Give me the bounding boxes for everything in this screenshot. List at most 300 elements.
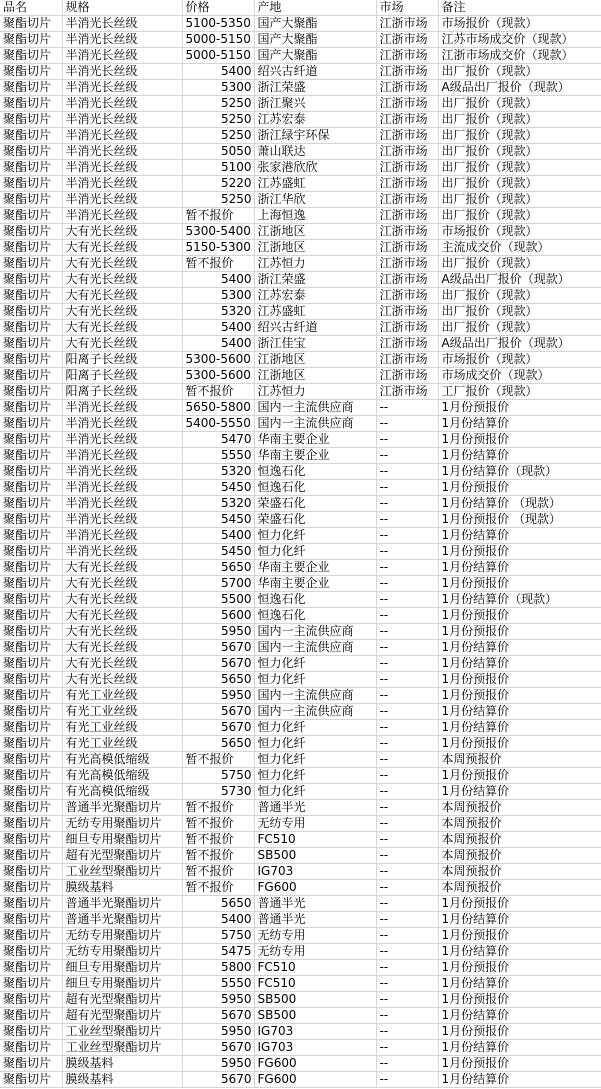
cell-name: 聚酯切片 bbox=[0, 400, 62, 416]
cell-note: 出厂报价（现款） bbox=[438, 112, 601, 128]
cell-spec: 半消光长丝级 bbox=[62, 48, 182, 64]
cell-note: 出厂报价（现款） bbox=[438, 128, 601, 144]
cell-market: -- bbox=[376, 864, 438, 880]
cell-origin: 恒力化纤 bbox=[254, 736, 376, 752]
cell-price: 5950 bbox=[182, 1024, 254, 1040]
cell-origin: 国内一主流供应商 bbox=[254, 624, 376, 640]
cell-note: A级品出厂报价（现款） bbox=[438, 336, 601, 352]
cell-name: 聚酯切片 bbox=[0, 64, 62, 80]
cell-spec: 大有光长丝级 bbox=[62, 560, 182, 576]
cell-origin: 江浙地区 bbox=[254, 352, 376, 368]
table-row bbox=[0, 928, 601, 944]
cell-spec: 大有光长丝级 bbox=[62, 672, 182, 688]
cell-origin: IG703 bbox=[254, 1040, 376, 1056]
cell-name: 聚酯切片 bbox=[0, 368, 62, 384]
cell-origin: 国产大聚酯 bbox=[254, 48, 376, 64]
cell-price: 5320 bbox=[182, 464, 254, 480]
header-spec: 规格 bbox=[62, 0, 182, 16]
cell-note: 1月份结算价（现款） bbox=[438, 464, 601, 480]
cell-name: 聚酯切片 bbox=[0, 224, 62, 240]
cell-name: 聚酯切片 bbox=[0, 336, 62, 352]
cell-market: 江浙市场 bbox=[376, 336, 438, 352]
cell-price: 5450 bbox=[182, 480, 254, 496]
cell-origin: 恒力化纤 bbox=[254, 752, 376, 768]
cell-note: 1月份预报价 bbox=[438, 400, 601, 416]
cell-note: 出厂报价（现款） bbox=[438, 192, 601, 208]
cell-name: 聚酯切片 bbox=[0, 1040, 62, 1056]
cell-price: 5650 bbox=[182, 560, 254, 576]
cell-origin: 恒力化纤 bbox=[254, 720, 376, 736]
cell-note: 江苏市场成交价（现款） bbox=[438, 32, 601, 48]
cell-spec: 超有光型聚酯切片 bbox=[62, 992, 182, 1008]
cell-spec: 半消光长丝级 bbox=[62, 176, 182, 192]
cell-spec: 半消光长丝级 bbox=[62, 16, 182, 32]
cell-origin: 恒力化纤 bbox=[254, 768, 376, 784]
cell-name: 聚酯切片 bbox=[0, 1024, 62, 1040]
cell-note: 1月份结算价 bbox=[438, 560, 601, 576]
cell-origin: FC510 bbox=[254, 832, 376, 848]
cell-market: 江浙市场 bbox=[376, 48, 438, 64]
cell-note: 1月份结算价 bbox=[438, 944, 601, 960]
cell-spec: 大有光长丝级 bbox=[62, 304, 182, 320]
cell-note: 1月份预报价 bbox=[438, 544, 601, 560]
cell-price: 5730 bbox=[182, 784, 254, 800]
cell-name: 聚酯切片 bbox=[0, 304, 62, 320]
cell-spec: 膜级基料 bbox=[62, 1072, 182, 1088]
cell-market: -- bbox=[376, 656, 438, 672]
cell-name: 聚酯切片 bbox=[0, 816, 62, 832]
cell-note: 本周预报价 bbox=[438, 864, 601, 880]
table-row bbox=[0, 560, 601, 576]
cell-price: 5000-5150 bbox=[182, 32, 254, 48]
cell-spec: 大有光长丝级 bbox=[62, 320, 182, 336]
cell-market: -- bbox=[376, 720, 438, 736]
cell-spec: 半消光长丝级 bbox=[62, 448, 182, 464]
cell-price: 5300 bbox=[182, 288, 254, 304]
cell-name: 聚酯切片 bbox=[0, 528, 62, 544]
cell-name: 聚酯切片 bbox=[0, 800, 62, 816]
cell-spec: 普通半光聚酯切片 bbox=[62, 896, 182, 912]
cell-name: 聚酯切片 bbox=[0, 544, 62, 560]
cell-market: 江浙市场 bbox=[376, 320, 438, 336]
cell-market: -- bbox=[376, 624, 438, 640]
header-name: 品名 bbox=[0, 0, 62, 16]
cell-market: -- bbox=[376, 640, 438, 656]
cell-spec: 半消光长丝级 bbox=[62, 496, 182, 512]
cell-note: 1月份结算价 bbox=[438, 416, 601, 432]
cell-spec: 大有光长丝级 bbox=[62, 640, 182, 656]
cell-name: 聚酯切片 bbox=[0, 688, 62, 704]
cell-origin: 江苏盛虹 bbox=[254, 304, 376, 320]
cell-note: 1月份预报价 （现款） bbox=[438, 512, 601, 528]
cell-name: 聚酯切片 bbox=[0, 160, 62, 176]
cell-origin: FC510 bbox=[254, 976, 376, 992]
cell-note: 1月份预报价 bbox=[438, 1056, 601, 1072]
cell-note: 1月份结算价 （现款） bbox=[438, 496, 601, 512]
cell-name: 聚酯切片 bbox=[0, 784, 62, 800]
cell-price: 5670 bbox=[182, 640, 254, 656]
cell-spec: 大有光长丝级 bbox=[62, 224, 182, 240]
cell-note: 市场报价（现款） bbox=[438, 352, 601, 368]
cell-origin: 华南主要企业 bbox=[254, 560, 376, 576]
table-row bbox=[0, 544, 601, 560]
cell-price: 5750 bbox=[182, 768, 254, 784]
cell-origin: 华南主要企业 bbox=[254, 448, 376, 464]
table-row bbox=[0, 112, 601, 128]
cell-spec: 膜级基料 bbox=[62, 1056, 182, 1072]
cell-spec: 半消光长丝级 bbox=[62, 416, 182, 432]
cell-note: 市场报价（现款） bbox=[438, 16, 601, 32]
cell-origin: 恒力化纤 bbox=[254, 544, 376, 560]
cell-spec: 普通半光聚酯切片 bbox=[62, 912, 182, 928]
cell-price: 5670 bbox=[182, 720, 254, 736]
cell-name: 聚酯切片 bbox=[0, 96, 62, 112]
cell-spec: 大有光长丝级 bbox=[62, 656, 182, 672]
table-row bbox=[0, 496, 601, 512]
cell-name: 聚酯切片 bbox=[0, 592, 62, 608]
cell-price: 5300-5400 bbox=[182, 224, 254, 240]
cell-market: -- bbox=[376, 432, 438, 448]
cell-origin: 无纺专用 bbox=[254, 944, 376, 960]
cell-spec: 超有光型聚酯切片 bbox=[62, 1008, 182, 1024]
cell-note: A级品出厂报价（现款） bbox=[438, 80, 601, 96]
cell-origin: 浙江荣盛 bbox=[254, 272, 376, 288]
cell-market: -- bbox=[376, 560, 438, 576]
cell-origin: FC510 bbox=[254, 960, 376, 976]
cell-origin: 绍兴古纤道 bbox=[254, 320, 376, 336]
cell-spec: 半消光长丝级 bbox=[62, 432, 182, 448]
cell-note: A级品出厂报价（现款） bbox=[438, 272, 601, 288]
cell-spec: 半消光长丝级 bbox=[62, 464, 182, 480]
table-row bbox=[0, 240, 601, 256]
cell-name: 聚酯切片 bbox=[0, 752, 62, 768]
cell-market: 江浙市场 bbox=[376, 176, 438, 192]
cell-origin: 国内一主流供应商 bbox=[254, 416, 376, 432]
table-row bbox=[0, 672, 601, 688]
table-row bbox=[0, 208, 601, 224]
cell-price: 5250 bbox=[182, 192, 254, 208]
cell-name: 聚酯切片 bbox=[0, 960, 62, 976]
cell-origin: SB500 bbox=[254, 1008, 376, 1024]
table-row bbox=[0, 256, 601, 272]
cell-spec: 大有光长丝级 bbox=[62, 272, 182, 288]
cell-spec: 半消光长丝级 bbox=[62, 160, 182, 176]
cell-spec: 大有光长丝级 bbox=[62, 336, 182, 352]
cell-market: -- bbox=[376, 1072, 438, 1088]
cell-spec: 半消光长丝级 bbox=[62, 128, 182, 144]
cell-market: -- bbox=[376, 464, 438, 480]
cell-origin: 浙江华欣 bbox=[254, 192, 376, 208]
cell-name: 聚酯切片 bbox=[0, 272, 62, 288]
cell-price: 5300-5600 bbox=[182, 352, 254, 368]
cell-price: 5250 bbox=[182, 128, 254, 144]
cell-market: -- bbox=[376, 832, 438, 848]
cell-origin: 江浙地区 bbox=[254, 224, 376, 240]
cell-market: 江浙市场 bbox=[376, 304, 438, 320]
cell-price: 5670 bbox=[182, 1072, 254, 1088]
cell-spec: 工业丝型聚酯切片 bbox=[62, 1024, 182, 1040]
cell-origin: 上海恒逸 bbox=[254, 208, 376, 224]
cell-note: 本周预报价 bbox=[438, 752, 601, 768]
cell-origin: IG703 bbox=[254, 1024, 376, 1040]
cell-market: 江浙市场 bbox=[376, 80, 438, 96]
cell-market: -- bbox=[376, 592, 438, 608]
cell-price: 5400 bbox=[182, 528, 254, 544]
cell-spec: 无纺专用聚酯切片 bbox=[62, 944, 182, 960]
table-row bbox=[0, 880, 601, 896]
cell-note: 1月份预报价 bbox=[438, 896, 601, 912]
cell-spec: 膜级基料 bbox=[62, 880, 182, 896]
cell-note: 1月份结算价 bbox=[438, 704, 601, 720]
table-row bbox=[0, 688, 601, 704]
cell-market: -- bbox=[376, 736, 438, 752]
cell-name: 聚酯切片 bbox=[0, 208, 62, 224]
cell-origin: 恒逸石化 bbox=[254, 464, 376, 480]
cell-origin: 无纺专用 bbox=[254, 816, 376, 832]
cell-origin: 国产大聚酯 bbox=[254, 32, 376, 48]
cell-origin: 张家港欣欣 bbox=[254, 160, 376, 176]
cell-note: 1月份结算价 bbox=[438, 448, 601, 464]
cell-price: 5250 bbox=[182, 96, 254, 112]
cell-market: -- bbox=[376, 1040, 438, 1056]
cell-name: 聚酯切片 bbox=[0, 864, 62, 880]
cell-note: 出厂报价（现款） bbox=[438, 320, 601, 336]
cell-note: 1月份预报价 bbox=[438, 736, 601, 752]
cell-name: 聚酯切片 bbox=[0, 928, 62, 944]
cell-note: 1月份预报价 bbox=[438, 1024, 601, 1040]
cell-market: 江浙市场 bbox=[376, 16, 438, 32]
cell-price: 5550 bbox=[182, 448, 254, 464]
cell-name: 聚酯切片 bbox=[0, 80, 62, 96]
cell-spec: 半消光长丝级 bbox=[62, 544, 182, 560]
cell-price: 5300 bbox=[182, 80, 254, 96]
cell-note: 1月份预报价 bbox=[438, 768, 601, 784]
cell-market: -- bbox=[376, 512, 438, 528]
cell-market: -- bbox=[376, 784, 438, 800]
cell-name: 聚酯切片 bbox=[0, 128, 62, 144]
cell-market: -- bbox=[376, 672, 438, 688]
cell-market: -- bbox=[376, 496, 438, 512]
cell-spec: 半消光长丝级 bbox=[62, 480, 182, 496]
header-market: 市场 bbox=[376, 0, 438, 16]
cell-price: 暂不报价 bbox=[182, 800, 254, 816]
cell-origin: 恒逸石化 bbox=[254, 480, 376, 496]
cell-spec: 细旦专用聚酯切片 bbox=[62, 976, 182, 992]
cell-spec: 细旦专用聚酯切片 bbox=[62, 960, 182, 976]
cell-price: 暂不报价 bbox=[182, 752, 254, 768]
cell-note: 1月份预报价 bbox=[438, 480, 601, 496]
cell-name: 聚酯切片 bbox=[0, 464, 62, 480]
cell-spec: 半消光长丝级 bbox=[62, 208, 182, 224]
cell-market: -- bbox=[376, 688, 438, 704]
cell-origin: FG600 bbox=[254, 1072, 376, 1088]
cell-spec: 有光高模低缩级 bbox=[62, 784, 182, 800]
cell-name: 聚酯切片 bbox=[0, 992, 62, 1008]
cell-spec: 工业丝型聚酯切片 bbox=[62, 1040, 182, 1056]
cell-name: 聚酯切片 bbox=[0, 16, 62, 32]
table-row bbox=[0, 992, 601, 1008]
cell-name: 聚酯切片 bbox=[0, 560, 62, 576]
cell-market: -- bbox=[376, 960, 438, 976]
cell-origin: 浙江佳宝 bbox=[254, 336, 376, 352]
cell-note: 出厂报价（现款） bbox=[438, 160, 601, 176]
cell-spec: 有光工业丝级 bbox=[62, 736, 182, 752]
cell-price: 5650 bbox=[182, 736, 254, 752]
cell-note: 1月份预报价 bbox=[438, 928, 601, 944]
cell-origin: 华南主要企业 bbox=[254, 576, 376, 592]
cell-spec: 大有光长丝级 bbox=[62, 256, 182, 272]
cell-price: 5700 bbox=[182, 576, 254, 592]
cell-price: 5250 bbox=[182, 112, 254, 128]
table-row bbox=[0, 48, 601, 64]
cell-note: 1月份结算价（现款） bbox=[438, 592, 601, 608]
table-row bbox=[0, 800, 601, 816]
cell-note: 1月份预报价 bbox=[438, 432, 601, 448]
cell-market: -- bbox=[376, 752, 438, 768]
cell-origin: 国内一主流供应商 bbox=[254, 640, 376, 656]
cell-market: 江浙市场 bbox=[376, 240, 438, 256]
cell-origin: 江苏宏泰 bbox=[254, 112, 376, 128]
cell-note: 本周预报价 bbox=[438, 848, 601, 864]
cell-origin: 荣盛石化 bbox=[254, 512, 376, 528]
cell-price: 5650 bbox=[182, 896, 254, 912]
cell-origin: 恒逸石化 bbox=[254, 608, 376, 624]
cell-price: 暂不报价 bbox=[182, 816, 254, 832]
cell-market: -- bbox=[376, 1008, 438, 1024]
table-row bbox=[0, 512, 601, 528]
cell-origin: 萧山联达 bbox=[254, 144, 376, 160]
cell-spec: 半消光长丝级 bbox=[62, 512, 182, 528]
cell-name: 聚酯切片 bbox=[0, 32, 62, 48]
cell-name: 聚酯切片 bbox=[0, 576, 62, 592]
table-body bbox=[0, 16, 601, 1088]
cell-price: 5000-5150 bbox=[182, 48, 254, 64]
cell-name: 聚酯切片 bbox=[0, 256, 62, 272]
cell-market: -- bbox=[376, 608, 438, 624]
cell-note: 出厂报价（现款） bbox=[438, 208, 601, 224]
cell-note: 1月份结算价 bbox=[438, 1072, 601, 1088]
cell-market: 江浙市场 bbox=[376, 288, 438, 304]
cell-origin: 国产大聚酯 bbox=[254, 16, 376, 32]
cell-market: 江浙市场 bbox=[376, 224, 438, 240]
table-row bbox=[0, 1072, 601, 1088]
cell-note: 1月份结算价 bbox=[438, 720, 601, 736]
cell-market: -- bbox=[376, 768, 438, 784]
cell-note: 本周预报价 bbox=[438, 832, 601, 848]
cell-note: 出厂报价（现款） bbox=[438, 256, 601, 272]
table-row bbox=[0, 304, 601, 320]
cell-market: -- bbox=[376, 704, 438, 720]
cell-price: 5470 bbox=[182, 432, 254, 448]
cell-market: -- bbox=[376, 576, 438, 592]
cell-note: 出厂报价（现款） bbox=[438, 304, 601, 320]
cell-name: 聚酯切片 bbox=[0, 176, 62, 192]
cell-price: 5670 bbox=[182, 1008, 254, 1024]
table-row bbox=[0, 768, 601, 784]
cell-market: -- bbox=[376, 480, 438, 496]
cell-name: 聚酯切片 bbox=[0, 896, 62, 912]
table-row bbox=[0, 832, 601, 848]
cell-origin: 恒逸石化 bbox=[254, 592, 376, 608]
cell-spec: 大有光长丝级 bbox=[62, 624, 182, 640]
table-row bbox=[0, 96, 601, 112]
table-row bbox=[0, 976, 601, 992]
cell-name: 聚酯切片 bbox=[0, 112, 62, 128]
cell-price: 5600 bbox=[182, 608, 254, 624]
table-row bbox=[0, 736, 601, 752]
cell-market: -- bbox=[376, 912, 438, 928]
cell-note: 工厂报价（现款） bbox=[438, 384, 601, 400]
cell-price: 5400-5550 bbox=[182, 416, 254, 432]
cell-price: 暂不报价 bbox=[182, 848, 254, 864]
cell-spec: 半消光长丝级 bbox=[62, 64, 182, 80]
cell-origin: 国内一主流供应商 bbox=[254, 688, 376, 704]
cell-name: 聚酯切片 bbox=[0, 720, 62, 736]
cell-name: 聚酯切片 bbox=[0, 240, 62, 256]
cell-origin: 江苏恒力 bbox=[254, 384, 376, 400]
cell-note: 1月份结算价 bbox=[438, 1008, 601, 1024]
cell-origin: 恒力化纤 bbox=[254, 672, 376, 688]
cell-spec: 有光高模低缩级 bbox=[62, 768, 182, 784]
table-row bbox=[0, 160, 601, 176]
cell-note: 本周预报价 bbox=[438, 816, 601, 832]
table-row bbox=[0, 912, 601, 928]
table-row bbox=[0, 1056, 601, 1072]
cell-price: 5050 bbox=[182, 144, 254, 160]
table-row bbox=[0, 192, 601, 208]
cell-note: 1月份结算价 bbox=[438, 976, 601, 992]
cell-market: -- bbox=[376, 448, 438, 464]
cell-note: 1月份预报价 bbox=[438, 688, 601, 704]
table-row bbox=[0, 128, 601, 144]
cell-note: 江浙市场成交价（现款） bbox=[438, 48, 601, 64]
cell-price: 5400 bbox=[182, 336, 254, 352]
cell-price: 5220 bbox=[182, 176, 254, 192]
cell-note: 出厂报价（现款） bbox=[438, 176, 601, 192]
cell-note: 1月份预报价 bbox=[438, 624, 601, 640]
cell-spec: 细旦专用聚酯切片 bbox=[62, 832, 182, 848]
table-row bbox=[0, 336, 601, 352]
table-row bbox=[0, 624, 601, 640]
cell-name: 聚酯切片 bbox=[0, 672, 62, 688]
header-price: 价格 bbox=[182, 0, 254, 16]
cell-name: 聚酯切片 bbox=[0, 448, 62, 464]
cell-note: 1月份结算价 bbox=[438, 1040, 601, 1056]
table-row bbox=[0, 352, 601, 368]
cell-name: 聚酯切片 bbox=[0, 768, 62, 784]
cell-price: 5670 bbox=[182, 1040, 254, 1056]
cell-origin: 普通半光 bbox=[254, 912, 376, 928]
cell-price: 5650-5800 bbox=[182, 400, 254, 416]
cell-price: 5450 bbox=[182, 512, 254, 528]
cell-name: 聚酯切片 bbox=[0, 384, 62, 400]
cell-price: 暂不报价 bbox=[182, 208, 254, 224]
cell-price: 暂不报价 bbox=[182, 864, 254, 880]
cell-price: 5320 bbox=[182, 304, 254, 320]
cell-spec: 半消光长丝级 bbox=[62, 400, 182, 416]
cell-price: 5400 bbox=[182, 64, 254, 80]
cell-name: 聚酯切片 bbox=[0, 832, 62, 848]
cell-price: 5670 bbox=[182, 656, 254, 672]
cell-spec: 有光工业丝级 bbox=[62, 688, 182, 704]
cell-name: 聚酯切片 bbox=[0, 48, 62, 64]
cell-spec: 超有光型聚酯切片 bbox=[62, 848, 182, 864]
cell-market: 江浙市场 bbox=[376, 384, 438, 400]
table-row bbox=[0, 416, 601, 432]
cell-origin: 普通半光 bbox=[254, 800, 376, 816]
cell-market: 江浙市场 bbox=[376, 160, 438, 176]
cell-origin: 无纺专用 bbox=[254, 928, 376, 944]
